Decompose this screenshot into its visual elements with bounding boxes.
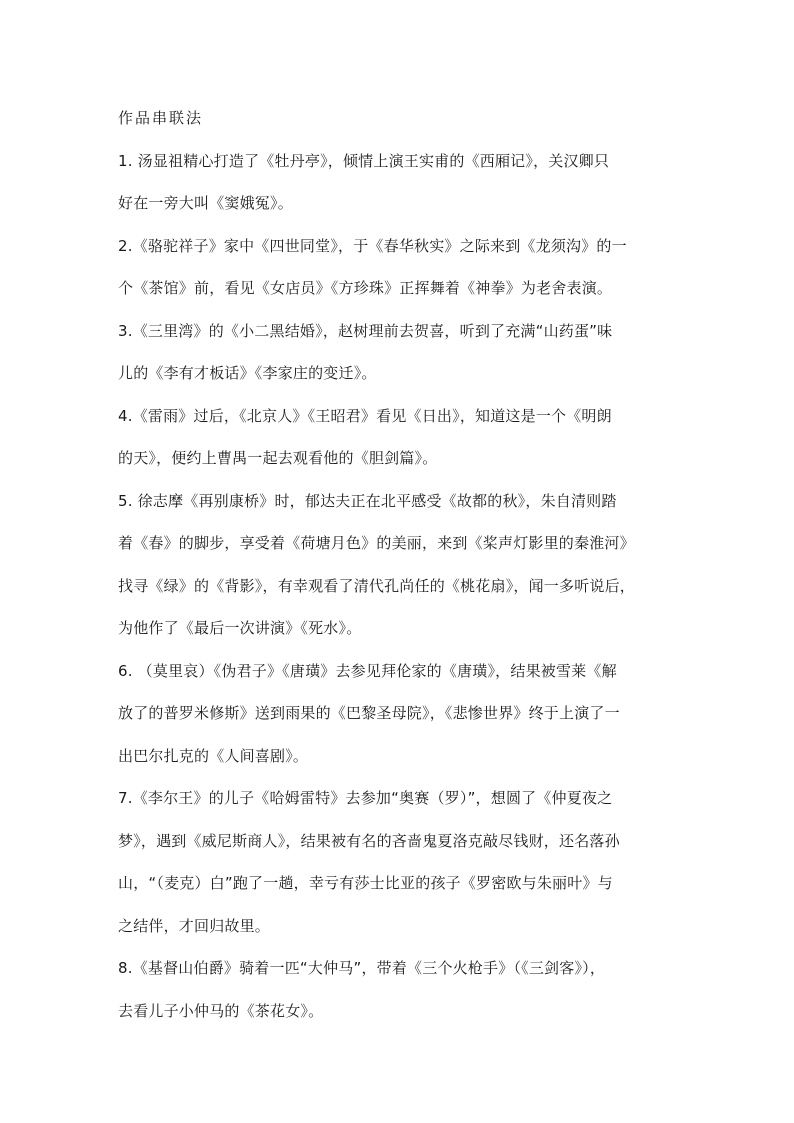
text-line: 放了的普罗米修斯》送到雨果的《巴黎圣母院》，《悲惨世界》终于上演了一 (118, 704, 620, 722)
text-line: 5. 徐志摩《再别康桥》时，郁达夫正在北平感受《故都的秋》，朱自清则踏 (118, 491, 617, 510)
document-title: 作品串联法 (118, 109, 204, 127)
text-line: 6. （莫里哀）《伪君子》《唐璜》去参见拜伦家的《唐璜》，结果被雪莱《解 (118, 661, 617, 680)
document-body (118, 104, 698, 1039)
text-line: 2.《骆驼祥子》家中《四世同堂》，于《春华秋实》之际来到《龙须沟》的一 (118, 236, 627, 255)
text-line: 的天》，便约上曹禺一起去观看他的《胆剑篇》。 (118, 449, 438, 467)
text-line: 找寻《绿》的《背影》，有幸观看了清代孔尚任的《桃花扇》，闻一多听说后， (118, 576, 636, 595)
text-line: 好在一旁大叫《窦娥冤》。 (118, 194, 293, 212)
text-line: 之结伴，才回归故里。 (118, 916, 271, 935)
text-line: 个《茶馆》前，看见《女店员》《方珍珠》正挥舞着《神拳》为老舍表演。 (118, 279, 613, 297)
text-line: 8.《基督山伯爵》骑着一匹“大仲马”，带着《三个火枪手》（《三剑客》）， (118, 959, 606, 977)
text-line: 山，“（麦克）白”跑了一趟，幸亏有莎士比亚的孩子《罗密欧与朱丽叶》与 (118, 874, 613, 892)
text-line: 出巴尔扎克的《人间喜剧》。 (118, 746, 309, 765)
text-line: 4.《雷雨》过后，《北京人》《王昭君》看见《日出》，知道这是一个《明朗 (118, 406, 612, 425)
text-line: 儿的《李有才板话》《李家庄的变迁》。 (118, 364, 377, 382)
text-line: 3.《三里湾》的《小二黑结婚》，赵树理前去贺喜，听到了充满“山药蛋”味 (118, 321, 613, 340)
text-line: 1. 汤显祖精心打造了《牡丹亭》，倾情上演王实甫的《西厢记》，关汉卿只 (118, 151, 610, 170)
text-line: 去看儿子小仲马的《茶花女》。 (118, 1001, 324, 1020)
text-line: 着《春》的脚步，享受着《荷塘月色》的美丽，来到《桨声灯影里的秦淮河》 (118, 534, 635, 552)
text-line: 7.《李尔王》的儿子《哈姆雷特》去参加“奥赛（罗）”，想圆了《仲夏夜之 (118, 789, 613, 807)
text-line: 梦》，遇到《威尼斯商人》，结果被有名的吝啬鬼夏洛克敲尽钱财，还名落孙 (118, 831, 620, 850)
text-line: 为他作了《最后一次讲演》《死水》。 (118, 619, 362, 637)
